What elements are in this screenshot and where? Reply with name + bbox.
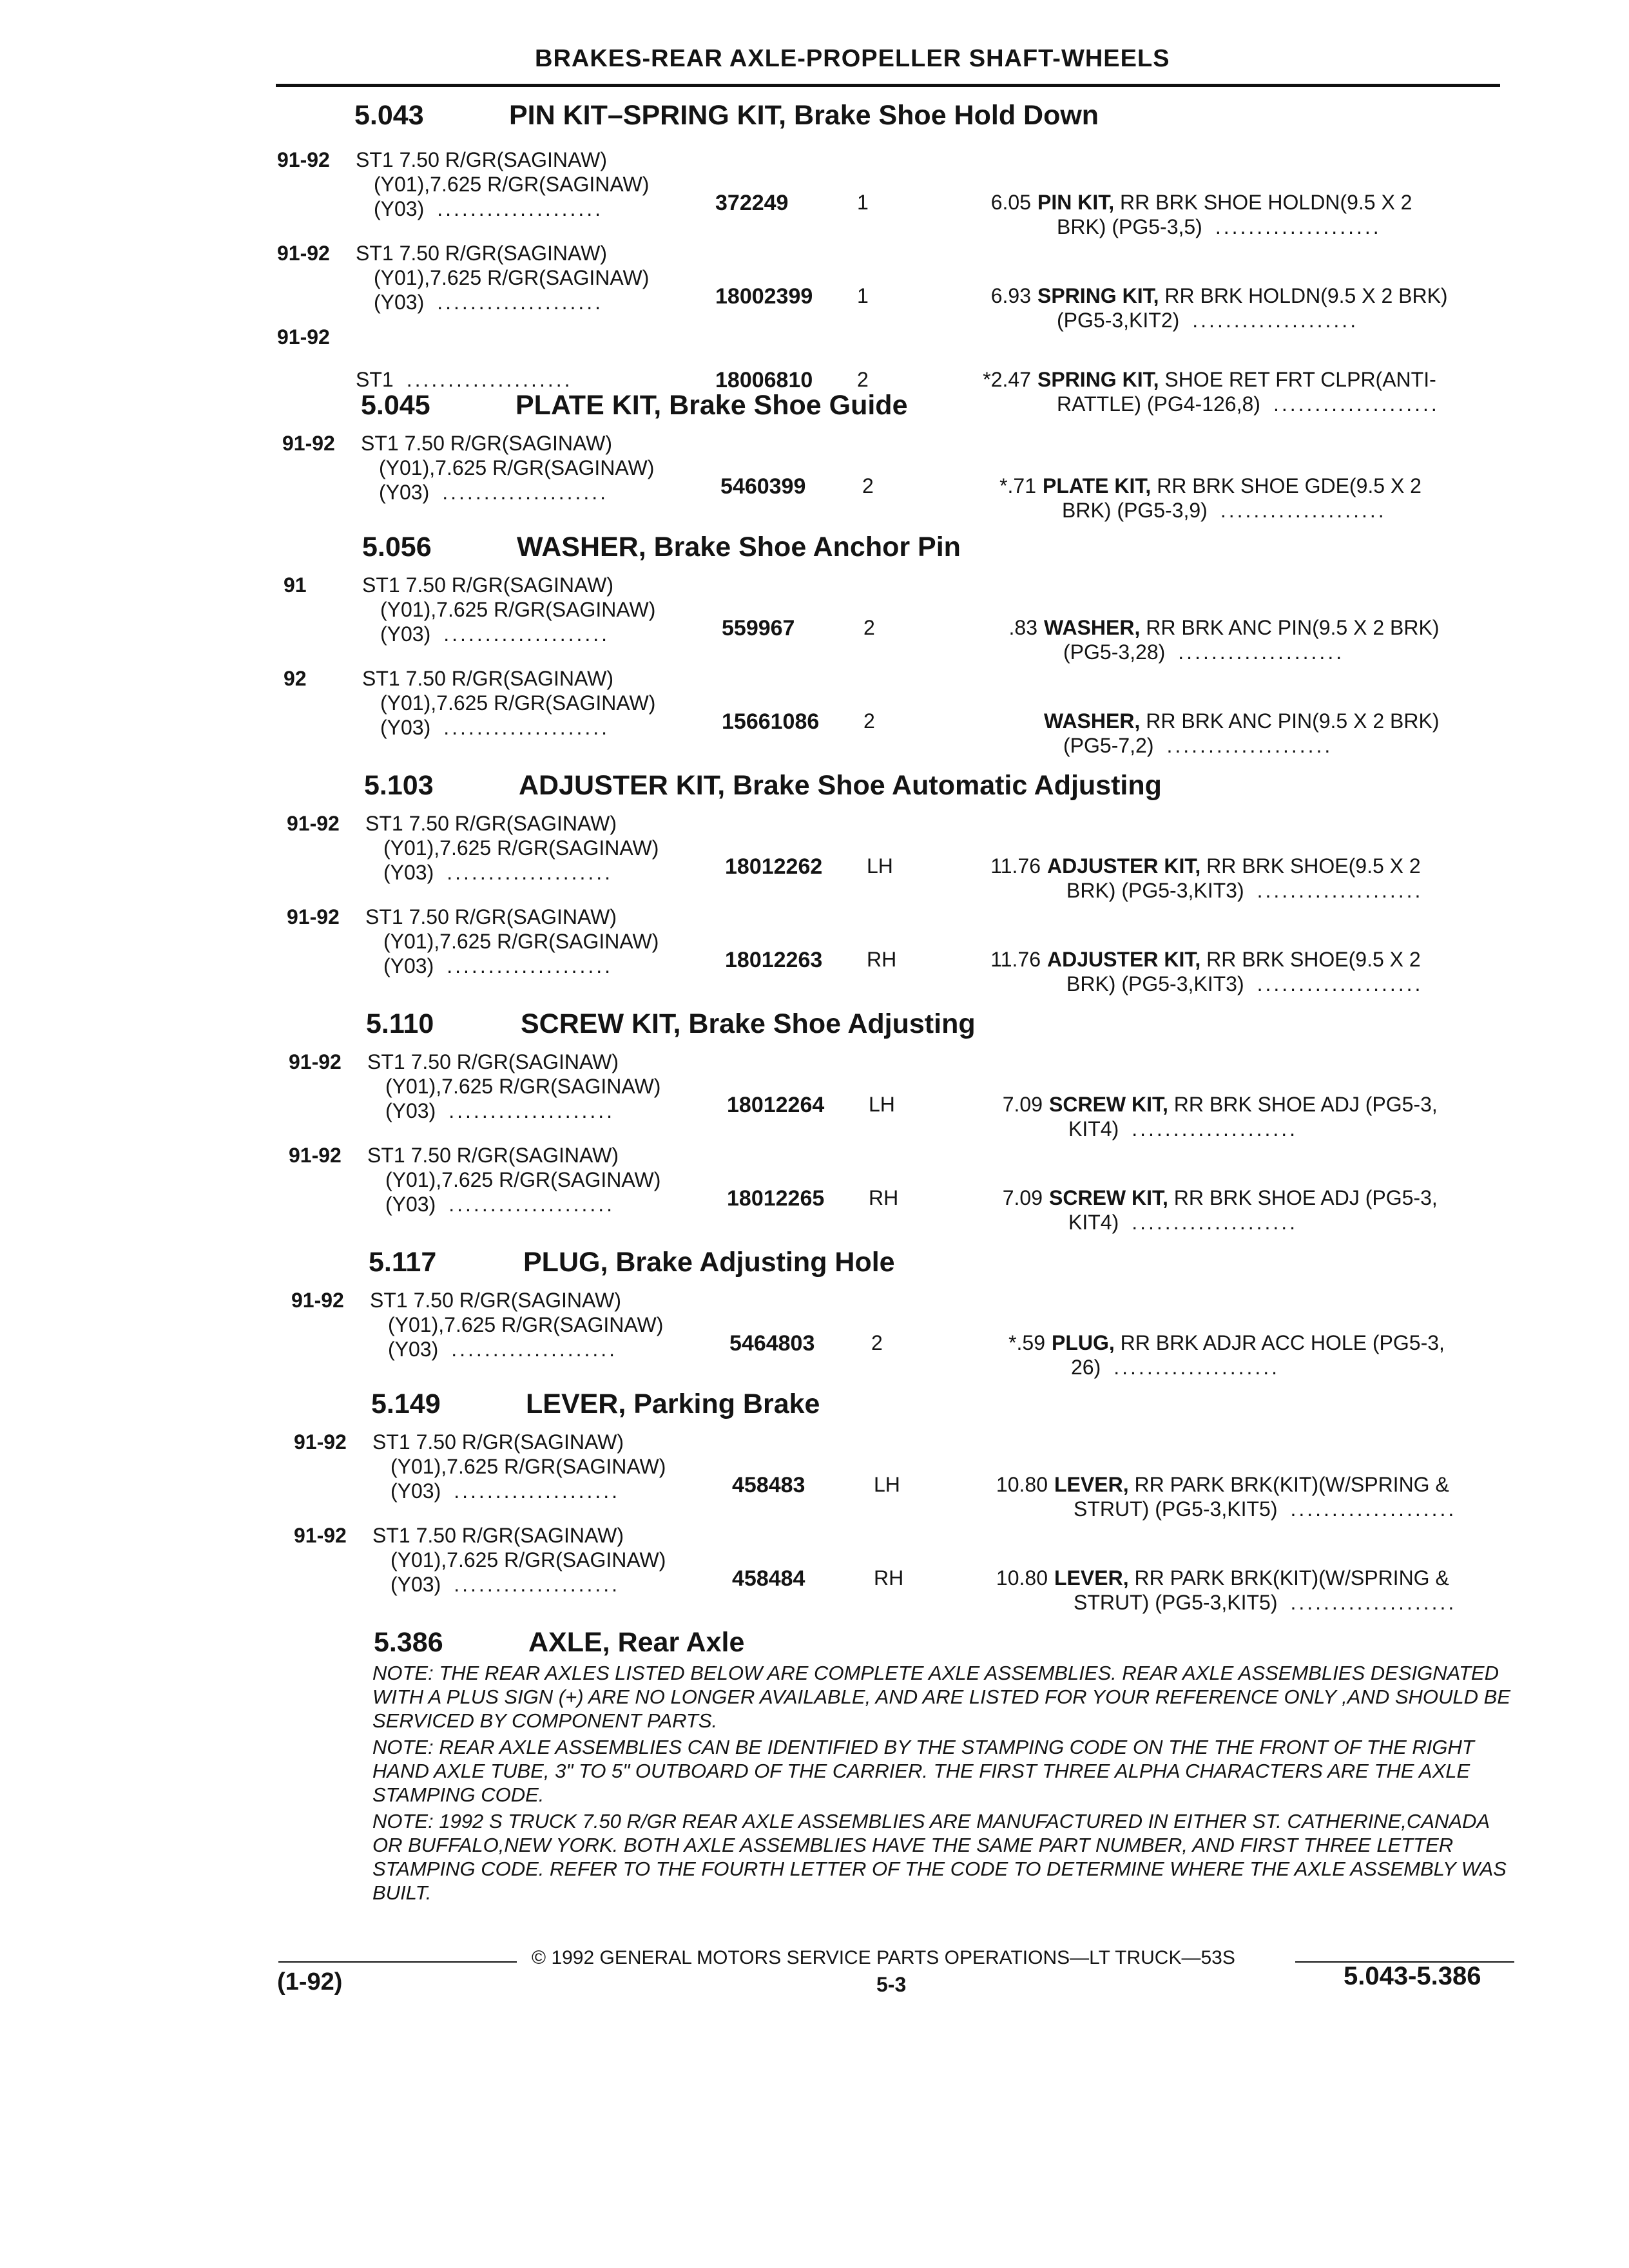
part-entry [291, 1289, 1580, 1385]
section-number: 5.043 [354, 100, 424, 131]
application-line-3 [374, 197, 603, 221]
description-line-2 [1062, 499, 1387, 523]
part-entry [289, 1144, 1577, 1240]
description-line-2 [1063, 734, 1333, 758]
leader-dots: .................... [1166, 734, 1333, 757]
section-number: 5.117 [369, 1247, 437, 1278]
part-number: 18012262 [725, 854, 823, 879]
leader-dots: .................... [1132, 1117, 1298, 1140]
application-line-2: (Y01),7.625 R/GR(SAGINAW) [380, 691, 656, 715]
description-text: RR BRK SHOE HOLDN(9.5 X 2 [1114, 191, 1412, 214]
quantity: LH [867, 854, 893, 878]
header-rule [276, 84, 1500, 87]
description-name: ADJUSTER KIT, [1047, 854, 1201, 878]
application-line-1: ST1 7.50 R/GR(SAGINAW) [356, 242, 607, 265]
part-entry [277, 242, 1566, 338]
price: *2.47 [983, 368, 1031, 391]
application-line-2: (Y01),7.625 R/GR(SAGINAW) [388, 1313, 664, 1336]
notes-block [372, 1661, 1519, 1907]
description-line-1 [1054, 1473, 1449, 1497]
leader-dots: .................... [448, 1193, 615, 1216]
leader-dots: .................... [1290, 1591, 1457, 1614]
quantity: LH [869, 1093, 895, 1116]
description-text: RR PARK BRK(KIT)(W/SPRING & [1128, 1566, 1449, 1590]
quantity: 1 [857, 191, 869, 214]
application-line-1: ST1 7.50 R/GR(SAGINAW) [361, 432, 612, 455]
description-text-2: STRUT) (PG5-3,KIT5) [1074, 1591, 1278, 1614]
description-name: WASHER, [1044, 709, 1141, 733]
footer-copyright: © 1992 GENERAL MOTORS SERVICE PARTS OPERATIONS—LT TRUCK—53S [532, 1947, 1235, 1968]
application-code: (Y03) [390, 1573, 441, 1596]
description-line-1 [1044, 709, 1439, 733]
part-number: 372249 [715, 191, 789, 215]
description-text: RR BRK SHOE(9.5 X 2 [1200, 948, 1421, 971]
model-year: 92 [284, 667, 307, 690]
section-name: PLUG, Brake Adjusting Hole [523, 1247, 895, 1278]
description-line-2 [1068, 1211, 1298, 1235]
part-entry [277, 325, 1566, 422]
application-line-1: ST1 7.50 R/GR(SAGINAW) [365, 905, 617, 928]
part-number: 5464803 [729, 1331, 815, 1356]
leader-dots: .................... [448, 1099, 615, 1122]
description-name: SCREW KIT, [1049, 1093, 1168, 1116]
quantity: 2 [862, 474, 874, 497]
model-year: 91 [284, 573, 307, 597]
application-line-1: ST1 7.50 R/GR(SAGINAW) [365, 812, 617, 835]
application-line-2: (Y01),7.625 R/GR(SAGINAW) [383, 836, 659, 860]
application-line-3 [374, 291, 603, 314]
description-text-2: BRK) (PG5-3,KIT3) [1066, 879, 1244, 902]
section-name: PLATE KIT, Brake Shoe Guide [516, 390, 908, 421]
application-code: (Y03) [388, 1338, 439, 1361]
application-line-1: ST1 7.50 R/GR(SAGINAW) [367, 1144, 619, 1167]
model-year: 91-92 [287, 905, 340, 928]
leader-dots: .................... [1257, 972, 1423, 995]
description-line-1 [1037, 191, 1412, 215]
footer-page-number: 5-3 [876, 1973, 907, 1996]
price: 6.05 [990, 191, 1031, 214]
application-code: (Y03) [374, 197, 425, 220]
quantity: 2 [871, 1331, 883, 1354]
description-text-2: BRK) (PG5-3,KIT3) [1066, 972, 1244, 995]
application-code: (Y03) [374, 291, 425, 314]
leader-dots: .................... [1273, 392, 1440, 416]
section-name: WASHER, Brake Shoe Anchor Pin [517, 532, 961, 562]
application-line-3 [385, 1193, 615, 1216]
footer-section-range: 5.043-5.386 [1344, 1962, 1481, 1990]
description-text-2: (PG5-3,28) [1063, 640, 1166, 664]
description-text-2: BRK) (PG5-3,5) [1057, 215, 1202, 238]
part-entry [284, 667, 1572, 764]
application-code: ST1 [356, 368, 394, 391]
application-line-2: (Y01),7.625 R/GR(SAGINAW) [383, 930, 659, 953]
application-line-3 [388, 1338, 617, 1361]
application-line-3 [383, 861, 613, 885]
description-line-2 [1057, 392, 1440, 416]
application-line-3 [380, 622, 610, 646]
section-name: ADJUSTER KIT, Brake Shoe Automatic Adjusting [519, 770, 1162, 801]
description-name: SPRING KIT, [1037, 284, 1159, 307]
section-number: 5.045 [361, 390, 430, 421]
application-code: (Y03) [383, 861, 434, 884]
section-name: SCREW KIT, Brake Shoe Adjusting [521, 1008, 976, 1039]
leader-dots: .................... [406, 368, 573, 391]
description-text-2: KIT4) [1068, 1211, 1119, 1234]
description-text: RR BRK SHOE ADJ (PG5-3, [1168, 1093, 1438, 1116]
description-text: RR PARK BRK(KIT)(W/SPRING & [1128, 1473, 1449, 1496]
application-line-2: (Y01),7.625 R/GR(SAGINAW) [379, 456, 655, 479]
leader-dots: .................... [454, 1573, 621, 1596]
leader-dots: .................... [1215, 215, 1382, 238]
application-code: (Y03) [385, 1099, 436, 1122]
description-name: PLUG, [1052, 1331, 1115, 1354]
price: 10.80 [996, 1566, 1048, 1590]
part-entry [282, 432, 1571, 528]
description-name: PIN KIT, [1037, 191, 1115, 214]
description-text: RR BRK SHOE GDE(9.5 X 2 [1151, 474, 1422, 497]
quantity: LH [874, 1473, 900, 1496]
leader-dots: .................... [437, 291, 604, 314]
part-number: 18012263 [725, 948, 823, 972]
section-name: AXLE, Rear Axle [528, 1627, 745, 1658]
description-line-2 [1074, 1497, 1456, 1521]
application-line-1: ST1 7.50 R/GR(SAGINAW) [372, 1430, 624, 1454]
application-code: (Y03) [380, 622, 431, 646]
note: NOTE: 1992 S TRUCK 7.50 R/GR REAR AXLE ASSEMBLIES ARE MANUFACTURED IN EITHER ST. CATHERINE,CANADA OR BUFFALO,NEW YORK. BOTH AXLE ASSEMBLIES HAVE THE SAME PART NUMBER, AND FIRST THREE LETTER STAMPING CODE. REFER TO THE FOURTH LETTER OF THE CODE TO DETERMINE WHERE THE AXLE ASSEMBLY WAS BUILT. [372, 1810, 1507, 1904]
part-entry [294, 1430, 1583, 1527]
description-text-2: RATTLE) (PG4-126,8) [1057, 392, 1260, 416]
model-year: 91-92 [294, 1524, 347, 1547]
model-year: 91-92 [289, 1050, 342, 1073]
part-number: 18006810 [715, 368, 813, 392]
application-line-1: ST1 7.50 R/GR(SAGINAW) [372, 1524, 624, 1547]
part-number: 18012265 [727, 1186, 825, 1211]
description-name: SPRING KIT, [1037, 368, 1159, 391]
model-year: 91-92 [289, 1144, 342, 1167]
quantity: RH [867, 948, 897, 971]
description-text: SHOE RET FRT CLPR(ANTI- [1159, 368, 1436, 391]
footer-date-code: (1-92) [277, 1968, 343, 1995]
description-text-2: KIT4) [1068, 1117, 1119, 1140]
description-line-2 [1066, 879, 1423, 903]
application-line-3 [380, 716, 610, 740]
description-line-1 [1037, 368, 1436, 392]
description-text-2: 26) [1071, 1356, 1101, 1379]
part-number: 458483 [732, 1473, 805, 1497]
price: *.71 [999, 474, 1036, 497]
part-number: 5460399 [720, 474, 806, 499]
part-entry [287, 812, 1576, 908]
description-line-1 [1044, 616, 1439, 640]
quantity: RH [869, 1186, 899, 1209]
leader-dots: .................... [451, 1338, 618, 1361]
note: NOTE: THE REAR AXLES LISTED BELOW ARE COMPLETE AXLE ASSEMBLIES. REAR AXLE ASSEMBLIES DESIGNATED WITH A PLUS SIGN (+) ARE NO LONGER AVAILABLE, AND ARE LISTED FOR YOUR REFERENCE ONLY ,AND SHOULD BE SERVICED BY COMPONENT PARTS. [372, 1662, 1511, 1732]
description-text-2: (PG5-7,2) [1063, 734, 1154, 757]
part-entry [284, 573, 1572, 670]
model-year: 91-92 [282, 432, 335, 455]
section-name: PIN KIT–SPRING KIT, Brake Shoe Hold Down [509, 100, 1099, 131]
quantity: 2 [863, 616, 875, 639]
page-header-title: BRAKES-REAR AXLE-PROPELLER SHAFT-WHEELS [535, 45, 1170, 72]
price: 11.76 [990, 854, 1041, 878]
description-text-2: BRK) (PG5-3,9) [1062, 499, 1208, 522]
quantity: 2 [857, 368, 869, 391]
application-line-3 [356, 368, 573, 392]
note: NOTE: REAR AXLE ASSEMBLIES CAN BE IDENTIFIED BY THE STAMPING CODE ON THE THE FRONT OF THE RIGHT HAND AXLE TUBE, 3" TO 5" OUTBOARD OF THE CARRIER. THE FIRST THREE ALPHA CHARACTERS ARE THE AXLE STAMPING CODE. [372, 1736, 1474, 1806]
application-code: (Y03) [383, 954, 434, 977]
application-line-1: ST1 7.50 R/GR(SAGINAW) [362, 573, 613, 597]
leader-dots: .................... [1257, 879, 1423, 902]
model-year: 91-92 [277, 148, 330, 171]
quantity: RH [874, 1566, 904, 1590]
application-line-2: (Y01),7.625 R/GR(SAGINAW) [380, 598, 656, 621]
description-line-2 [1068, 1117, 1298, 1141]
model-year: 91-92 [291, 1289, 344, 1312]
description-text: RR BRK SHOE ADJ (PG5-3, [1168, 1186, 1438, 1209]
description-line-1 [1054, 1566, 1449, 1590]
part-entry [289, 1050, 1577, 1147]
part-number: 559967 [722, 616, 795, 640]
part-number: 18002399 [715, 284, 813, 309]
application-line-3 [383, 954, 613, 978]
application-line-3 [390, 1479, 620, 1503]
model-year: 91-92 [287, 812, 340, 835]
footer-rule-left [278, 1961, 517, 1963]
leader-dots: .................... [437, 197, 604, 220]
application-code: (Y03) [380, 716, 431, 739]
description-line-1 [1037, 284, 1448, 308]
application-line-2: (Y01),7.625 R/GR(SAGINAW) [385, 1075, 661, 1098]
description-line-2 [1074, 1591, 1456, 1615]
description-text-2: (PG5-3,KIT2) [1057, 309, 1180, 332]
application-line-1: ST1 7.50 R/GR(SAGINAW) [367, 1050, 619, 1073]
leader-dots: .................... [443, 716, 610, 739]
model-year: 91-92 [277, 325, 330, 349]
description-line-1 [1049, 1186, 1438, 1210]
section-number: 5.386 [374, 1627, 443, 1658]
price: 7.09 [1002, 1186, 1043, 1209]
application-line-3 [385, 1099, 615, 1123]
description-line-1 [1049, 1093, 1438, 1117]
model-year: 91-92 [294, 1430, 347, 1454]
part-number: 15661086 [722, 709, 820, 734]
price: 6.93 [990, 284, 1031, 307]
section-number: 5.149 [371, 1389, 441, 1419]
description-name: LEVER, [1054, 1473, 1129, 1496]
application-line-2: (Y01),7.625 R/GR(SAGINAW) [390, 1455, 666, 1478]
part-entry [287, 905, 1576, 1002]
description-line-2 [1063, 640, 1344, 664]
part-entry [277, 148, 1566, 245]
description-line-2 [1066, 972, 1423, 996]
leader-dots: .................... [1192, 309, 1359, 332]
application-line-3 [379, 481, 608, 505]
description-text: RR BRK ANC PIN(9.5 X 2 BRK) [1140, 616, 1440, 639]
application-line-1: ST1 7.50 R/GR(SAGINAW) [356, 148, 607, 171]
description-text: RR BRK HOLDN(9.5 X 2 BRK) [1159, 284, 1448, 307]
description-name: SCREW KIT, [1049, 1186, 1168, 1209]
leader-dots: .................... [447, 954, 613, 977]
leader-dots: .................... [447, 861, 613, 884]
description-line-1 [1043, 474, 1422, 498]
quantity: 1 [857, 284, 869, 307]
part-number: 18012264 [727, 1093, 825, 1117]
description-text: RR BRK ANC PIN(9.5 X 2 BRK) [1140, 709, 1440, 733]
description-line-1 [1047, 854, 1421, 878]
leader-dots: .................... [442, 481, 609, 504]
description-text: RR BRK ADJR ACC HOLE (PG5-3, [1114, 1331, 1445, 1354]
description-line-2 [1071, 1356, 1280, 1379]
price: *.59 [1008, 1331, 1045, 1354]
leader-dots: .................... [1113, 1356, 1280, 1379]
leader-dots: .................... [1290, 1497, 1457, 1521]
price: 11.76 [990, 948, 1041, 971]
application-code: (Y03) [390, 1479, 441, 1503]
part-number: 458484 [732, 1566, 805, 1591]
application-line-1: ST1 7.50 R/GR(SAGINAW) [370, 1289, 621, 1312]
application-line-2: (Y01),7.625 R/GR(SAGINAW) [374, 266, 650, 289]
leader-dots: .................... [1132, 1211, 1298, 1234]
section-number: 5.056 [362, 532, 432, 562]
application-line-1: ST1 7.50 R/GR(SAGINAW) [362, 667, 613, 690]
description-name: PLATE KIT, [1043, 474, 1152, 497]
leader-dots: .................... [443, 622, 610, 646]
model-year: 91-92 [277, 242, 330, 265]
leader-dots: .................... [1178, 640, 1345, 664]
leader-dots: .................... [454, 1479, 621, 1503]
leader-dots: .................... [1220, 499, 1387, 522]
description-line-1 [1052, 1331, 1445, 1355]
application-code: (Y03) [379, 481, 430, 504]
quantity: 2 [863, 709, 875, 733]
application-line-3 [390, 1573, 620, 1597]
price: 10.80 [996, 1473, 1048, 1496]
description-name: WASHER, [1044, 616, 1141, 639]
description-text: RR BRK SHOE(9.5 X 2 [1200, 854, 1421, 878]
section-number: 5.103 [364, 770, 434, 801]
application-line-2: (Y01),7.625 R/GR(SAGINAW) [374, 173, 650, 196]
application-code: (Y03) [385, 1193, 436, 1216]
section-number: 5.110 [366, 1008, 434, 1039]
application-line-2: (Y01),7.625 R/GR(SAGINAW) [385, 1168, 661, 1191]
description-line-2 [1057, 215, 1382, 239]
price: .83 [1008, 616, 1037, 639]
description-line-1 [1047, 948, 1421, 972]
description-text-2: STRUT) (PG5-3,KIT5) [1074, 1497, 1278, 1521]
application-line-2: (Y01),7.625 R/GR(SAGINAW) [390, 1548, 666, 1571]
description-name: ADJUSTER KIT, [1047, 948, 1201, 971]
section-name: LEVER, Parking Brake [526, 1389, 820, 1419]
price: 7.09 [1002, 1093, 1043, 1116]
part-entry [294, 1524, 1583, 1620]
description-name: LEVER, [1054, 1566, 1129, 1590]
